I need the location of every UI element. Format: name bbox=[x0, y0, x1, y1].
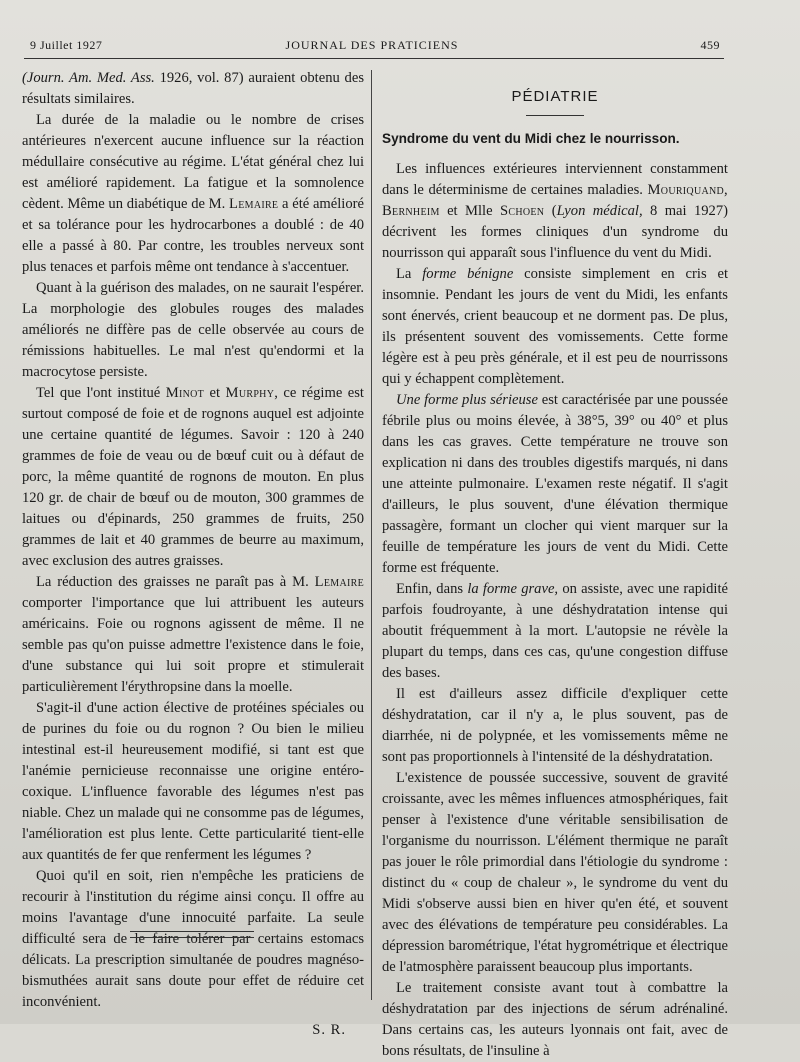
author-name: Minot bbox=[165, 385, 205, 401]
paragraph: La durée de la maladie ou le nombre de crises antérieures n'exercent aucune influence sur la réaction médullaire consécutive au régime. L'état général chez lui est amélioré rapidement. La fatigue et la somnolence cèdent. Même un diabétique de M. Lemaire a été amélioré et sa tolérance pour les hydrocarbones a doublé : de 40 elle a passé à 80. Par contre, les troubles nerveux sont plus tenaces et parfois même ont tendance à s'accentuer. bbox=[22, 112, 364, 275]
author-name: Lemaire bbox=[229, 196, 279, 212]
author-name: Murphy bbox=[225, 385, 275, 401]
paragraph: Une forme plus sérieuse est caractérisée par une poussée fébrile plus ou moins élevée, à 38°5, 39° ou 40° et plus dans les cas graves. Cette température ne trouve son explication ni dans des troubles digestifs marqués, ni dans une atteinte pulmonaire. L'examen reste négatif. Il s'agit d'ailleurs, le plus souvent, d'une élévation thermique passagère, formant un clocher qui vient marquer sur la feuille de température les jours de vent du Midi. Cette forme est fréquente. bbox=[382, 392, 728, 576]
paragraph: Il est d'ailleurs assez difficile d'expliquer cette déshydratation, car il n'y a, le plus souvent, pas de diarrhée, ni de polypnée, et les vomissements même ne sont pas proportionnels à l'intensité de la déshydratation. bbox=[382, 686, 728, 765]
paragraph: Les influences extérieures interviennent constamment dans le déterminisme de certaines maladies. Mouriquand, Bernheim et Mlle Schoen (Lyon médical, 8 mai 1927) décrivent les formes cliniques d'un syndrome du nourrisson qui apparaît sous l'influence du vent du Midi. bbox=[382, 161, 729, 261]
right-column bbox=[382, 68, 728, 1062]
paragraph: La réduction des graisses ne paraît pas à M. Lemaire comporter l'importance que lui attribuent les auteurs américains. Foie ou rognons agissent de même. Il ne semble pas qu'on puisse admettre l'existence dans le foie, d'une substance qui lui soit propre et stimulerait particulièrement l'érythropsine dans la moelle. bbox=[22, 574, 364, 695]
author-names: Mouriquand, Bernheim bbox=[382, 182, 728, 219]
paragraph: Quant à la guérison des malades, on ne saurait l'espérer. La morphologie des globules rouges des malades améliorés ne diffère pas de celle observée au cours de rémissions habituelles. Le mal n'est qu'endormi et la macrocytose persiste. bbox=[22, 280, 364, 380]
author-name: Schoen bbox=[499, 203, 545, 219]
header-date: 9 Juillet 1927 bbox=[30, 38, 103, 52]
emphasis: forme bénigne bbox=[422, 266, 514, 282]
paragraph: (Journ. Am. Med. Ass. 1926, vol. 87) auraient obtenu des résultats similaires. bbox=[22, 70, 364, 107]
citation-journal: Lyon médical, bbox=[556, 203, 643, 219]
paragraph: La forme bénigne consiste simplement en cris et insomnie. Pendant les jours de vent du Midi, les enfants sont énervés, crient beaucoup et ne dorment pas. De plus, ils présentent souvent des vomissements. Cette forme légère est à peu près générale, et il est peu de nourrissons qui y échappent complètement. bbox=[382, 266, 728, 387]
header-journal-title: JOURNAL DES PRATICIENS bbox=[285, 38, 459, 52]
left-column bbox=[22, 68, 364, 1041]
author-signature: S. R. bbox=[312, 1022, 346, 1038]
article-end-rule bbox=[130, 931, 254, 938]
paragraph: Enfin, dans la forme grave, on assiste, avec une rapidité parfois foudroyante, à une déshydratation intense qui aboutit fréquemment à la mort. L'autopsie ne révèle la plupart du temps, dans ces cas, qu'une congestion diffuse des bases. bbox=[382, 581, 728, 681]
section-heading: PÉDIATRIE bbox=[511, 88, 599, 105]
header-rule bbox=[24, 58, 724, 59]
article-title: Syndrome du vent du Midi chez le nourrisson. bbox=[382, 131, 680, 146]
citation-journal: (Journ. Am. Med. Ass. bbox=[22, 70, 155, 86]
emphasis: la forme grave, bbox=[467, 581, 559, 597]
author-name: Lemaire bbox=[314, 574, 364, 590]
column-divider bbox=[371, 70, 372, 1000]
header-page-number: 459 bbox=[700, 38, 720, 52]
paragraph: S'agit-il d'une action élective de protéines spéciales ou de purines du foie ou du rognon ? Ou bien le milieu intestinal est-il heureusement modifié, si tant est que l'anémie pernicieuse reconnaisse une origine entéro-coxique. L'influence favorable des légumes n'est pas niable. Chez un malade qui ne consomme pas de légumes, l'amélioration est plus lente. Cette particularité tient-elle aux quantités de fer que renferment les légumes ? bbox=[22, 700, 364, 863]
emphasis: Une forme plus sérieuse bbox=[396, 392, 538, 408]
paragraph: L'existence de poussée successive, souvent de gravité croissante, avec les mêmes influences atmosphériques, fait penser à l'existence d'une véritable sensibilisation de l'organisme du nourrisson. L'élément thermique ne paraît pas jouer le rôle primordial dans l'étiologie du syndrome : distinct du « coup de chaleur », le syndrome du vent du Midi s'observe aussi bien en hiver qu'en été, et souvent avec des élévations de température peu considérables. La dépression barométrique, l'état hygrométrique et électrique de l'atmosphère paraissent beaucoup plus importants. bbox=[382, 770, 728, 975]
paragraph: Le traitement consiste avant tout à combattre la déshydratation par des injections de sérum adrénaliné. Dans certains cas, les auteurs lyonnais ont fait, avec de bons résultats, de l'insuline à bbox=[382, 980, 728, 1059]
section-rule bbox=[526, 115, 584, 116]
paragraph: Quoi qu'il en soit, rien n'empêche les praticiens de recourir à l'institution du régime ainsi conçu. Il offre au moins l'avantage d'une innocuité parfaite. La seule difficulté sera de le faire tolérer par certains estomacs délicats. La prescription simultanée de poudres magnéso-bismuthées aurait sans doute pour effet de réduire cet inconvénient. bbox=[22, 868, 364, 1010]
paragraph: Tel que l'ont institué Minot et Murphy, ce régime est surtout composé de foie et de rognons auquel est adjointe une certaine quantité de légumes. Savoir : 120 à 240 grammes de foie de veau ou de bœuf cuit ou à défaut de porc, la même quantité de rognons de mouton. En plus 120 gr. de chair de bœuf ou de mouton, 300 grammes de laitues ou d'épinards, 250 grammes de fruits, 250 grammes de lait et 40 grammes de beurre au maximum, avec exclusion des autres graisses. bbox=[22, 385, 364, 569]
running-header bbox=[24, 38, 720, 56]
